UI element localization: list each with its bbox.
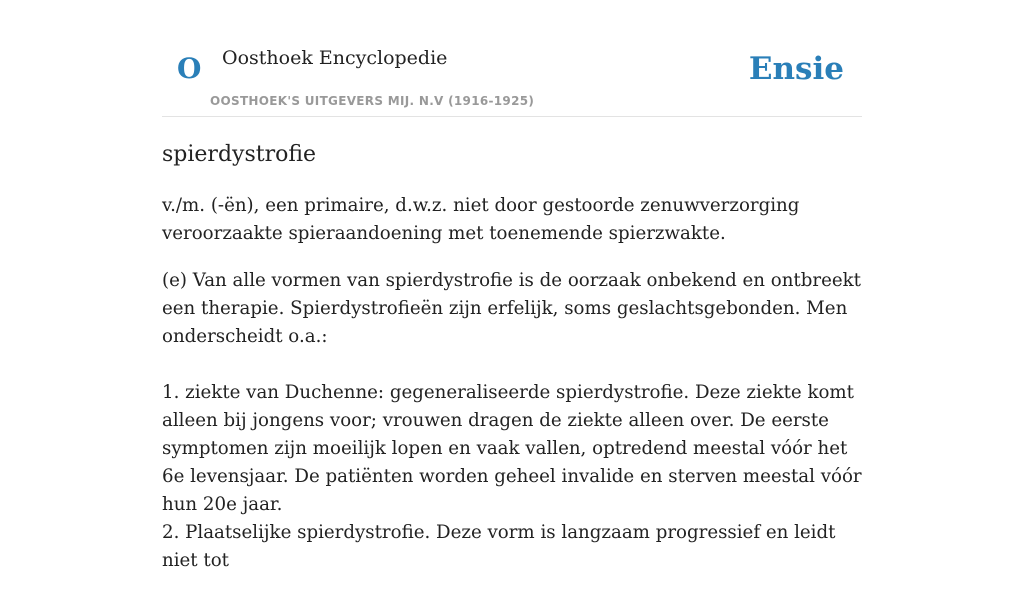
source-logo-icon: O — [177, 52, 202, 85]
source-title[interactable]: Oosthoek Encyclopedie — [222, 47, 448, 69]
entry-headword: spierdystrofie — [162, 142, 317, 167]
source-subtitle: OOSTHOEK'S UITGEVERS MIJ. N.V (1916-1925) — [210, 94, 535, 108]
entry-body — [162, 192, 862, 594]
entry-text: (e) Van alle vormen van spierdystrofie is de oorzaak onbekend en ontbreekt een therapie. Spierdystrofieën zijn erfelijk, soms geslachtsgebonden. Men onderscheidt o.a.: 1. ziekte van Duchenne: gegeneraliseerde spierdystrofie. Deze ziekte komt alleen bij jongens voor; vrouwen dragen de ziekte alleen over. De eerste symptomen zijn moeilijk lopen en vaak vallen, optredend meestal vóór het 6e levensjaar. De patiënten worden geheel invalide en sterven meestal vóór hun 20e jaar. 2. Plaatselijke spierdystrofie. Deze vorm is langzaam progressief en leidt niet tot — [162, 270, 862, 571]
entry-definition: v./m. (-ën), een primaire, d.w.z. niet door gestoorde zenuwverzorging veroorzaakte spieraandoening met toenemende spierzwakte. — [162, 195, 800, 244]
brand-logo[interactable]: Ensie — [748, 51, 844, 87]
source-header — [162, 0, 862, 117]
entry-page — [162, 0, 862, 571]
